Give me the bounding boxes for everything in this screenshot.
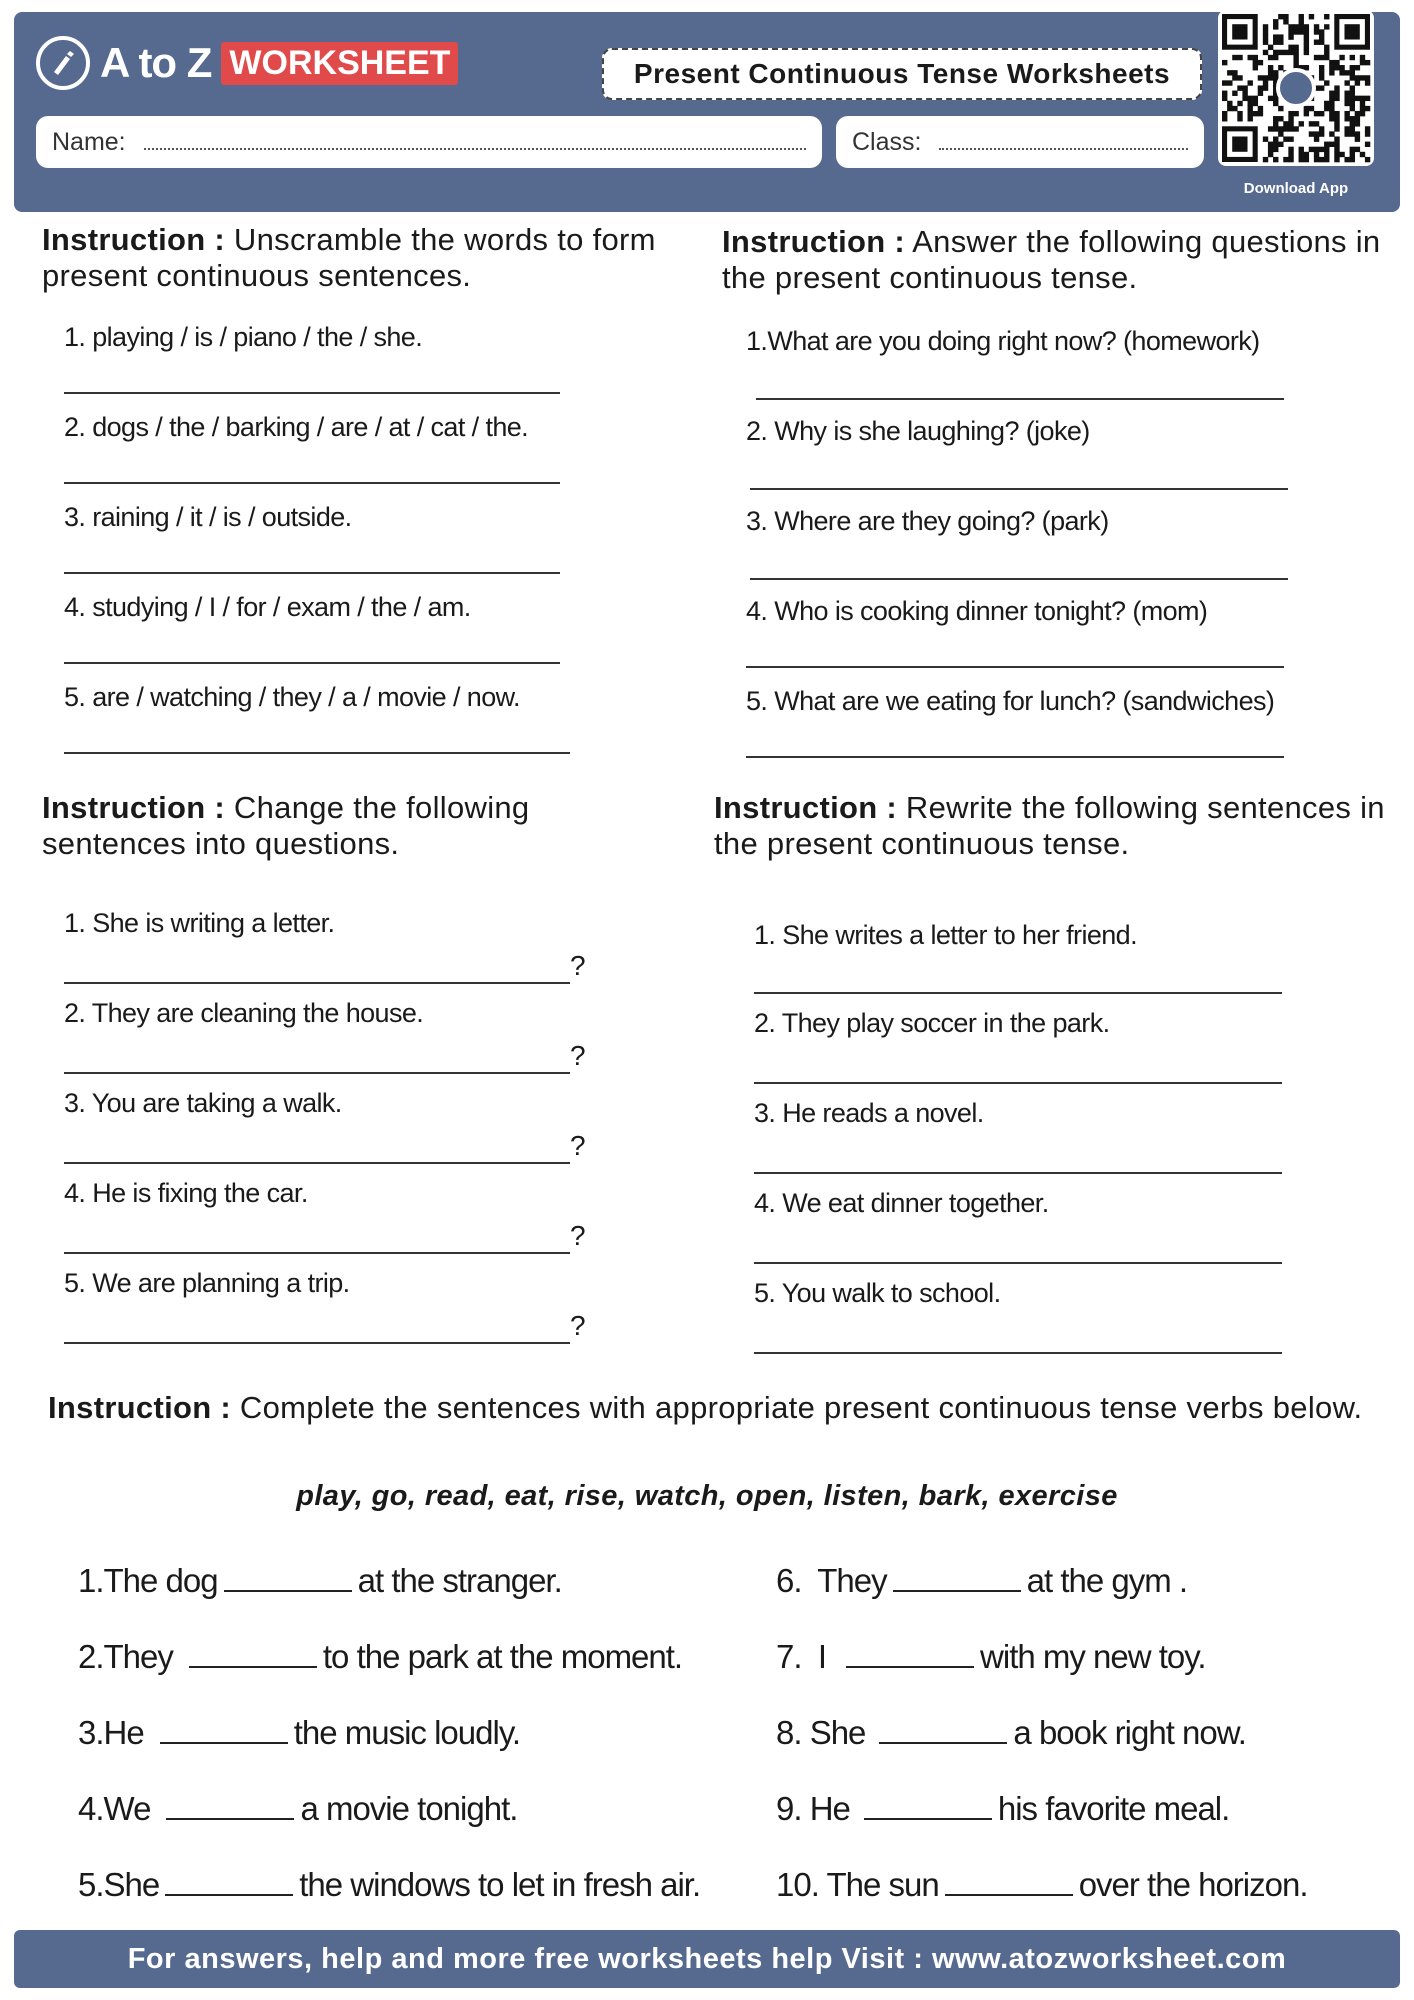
question-mark: ? bbox=[570, 950, 586, 981]
answer-item-4: 4. Who is cooking dinner tonight? (mom) bbox=[746, 596, 1208, 626]
fill-item-9: 9. He his favorite meal. bbox=[776, 1790, 1230, 1827]
footer-text: For answers, help and more free worksheets help Visit : www.atozworksheet.com bbox=[127, 1942, 1287, 1975]
answer-line[interactable] bbox=[750, 578, 1288, 580]
name-label: Name: bbox=[52, 127, 126, 156]
answer-item-3: 3. Where are they going? (park) bbox=[746, 506, 1109, 536]
footer-banner[interactable] bbox=[14, 1930, 1400, 1988]
answer-line[interactable] bbox=[64, 752, 570, 754]
unscramble-item-1: 1. playing / is / piano / the / she. bbox=[64, 322, 423, 352]
question-mark: ? bbox=[570, 1220, 586, 1251]
instruction-rewrite: Instruction : Rewrite the following sentences in the present continuous tense. bbox=[714, 790, 1385, 861]
question-mark: ? bbox=[570, 1130, 586, 1161]
fill-blank[interactable] bbox=[160, 1714, 288, 1744]
name-dotted-line bbox=[144, 134, 806, 150]
fill-blank[interactable] bbox=[945, 1866, 1073, 1896]
answer-line[interactable] bbox=[746, 666, 1284, 668]
fill-blank[interactable] bbox=[166, 1790, 294, 1820]
name-field[interactable] bbox=[36, 116, 822, 168]
pen-circle-logo-icon bbox=[36, 36, 90, 90]
word-bank: play, go, read, eat, rise, watch, open, listen, bark, exercise bbox=[296, 1480, 1118, 1512]
fill-blank[interactable] bbox=[893, 1562, 1021, 1592]
answer-line[interactable] bbox=[754, 1262, 1282, 1264]
question-item-2: 2. They are cleaning the house. bbox=[64, 998, 424, 1028]
unscramble-item-3: 3. raining / it / is / outside. bbox=[64, 502, 352, 532]
answer-line[interactable] bbox=[754, 1082, 1282, 1084]
answer-item-1: 1.What are you doing right now? (homework) bbox=[746, 326, 1260, 356]
answer-line[interactable] bbox=[64, 572, 560, 574]
rewrite-item-5: 5. You walk to school. bbox=[754, 1278, 1001, 1308]
instruction-unscramble: Instruction : Unscramble the words to form present continuous sentences. bbox=[42, 222, 656, 293]
question-item-4: 4. He is fixing the car. bbox=[64, 1178, 308, 1208]
answer-line[interactable] bbox=[64, 1342, 570, 1344]
fill-item-2: 2.They to the park at the moment. bbox=[78, 1638, 683, 1675]
answer-line[interactable] bbox=[750, 488, 1288, 490]
rewrite-item-2: 2. They play soccer in the park. bbox=[754, 1008, 1110, 1038]
class-dotted-line bbox=[939, 134, 1188, 150]
question-mark: ? bbox=[570, 1310, 586, 1341]
class-label: Class: bbox=[852, 127, 922, 156]
fill-item-10: 10. The sun over the horizon. bbox=[776, 1866, 1308, 1903]
fill-blank[interactable] bbox=[224, 1562, 352, 1592]
qr-code-icon[interactable] bbox=[1218, 10, 1374, 166]
fill-item-7: 7. I with my new toy. bbox=[776, 1638, 1206, 1675]
rewrite-item-3: 3. He reads a novel. bbox=[754, 1098, 984, 1128]
worksheet-title: Present Continuous Tense Worksheets bbox=[602, 48, 1202, 100]
answer-line[interactable] bbox=[754, 992, 1282, 994]
answer-line[interactable] bbox=[64, 1072, 570, 1074]
fill-item-1: 1.The dog at the stranger. bbox=[78, 1562, 562, 1599]
instruction-questions: Instruction : Change the following sentences into questions. bbox=[42, 790, 530, 861]
fill-blank[interactable] bbox=[189, 1638, 317, 1668]
class-field[interactable] bbox=[836, 116, 1204, 168]
question-item-5: 5. We are planning a trip. bbox=[64, 1268, 350, 1298]
unscramble-item-5: 5. are / watching / they / a / movie / now. bbox=[64, 682, 520, 712]
site-logo[interactable] bbox=[36, 36, 458, 90]
answer-line[interactable] bbox=[64, 982, 570, 984]
unscramble-item-4: 4. studying / I / for / exam / the / am. bbox=[64, 592, 471, 622]
fill-blank[interactable] bbox=[864, 1790, 992, 1820]
answer-line[interactable] bbox=[64, 482, 560, 484]
question-item-3: 3. You are taking a walk. bbox=[64, 1088, 342, 1118]
rewrite-item-4: 4. We eat dinner together. bbox=[754, 1188, 1049, 1218]
fill-item-5: 5.She the windows to let in fresh air. bbox=[78, 1866, 701, 1903]
answer-line[interactable] bbox=[746, 756, 1284, 758]
instruction-answer: Instruction : Answer the following questions in the present continuous tense. bbox=[722, 224, 1381, 295]
unscramble-item-2: 2. dogs / the / barking / are / at / cat / the. bbox=[64, 412, 529, 442]
question-mark: ? bbox=[570, 1040, 586, 1071]
fill-blank[interactable] bbox=[846, 1638, 974, 1668]
fill-blank[interactable] bbox=[879, 1714, 1007, 1744]
fill-item-3: 3.He the music loudly. bbox=[78, 1714, 521, 1751]
answer-item-2: 2. Why is she laughing? (joke) bbox=[746, 416, 1090, 446]
fill-item-4: 4.We a movie tonight. bbox=[78, 1790, 518, 1827]
question-item-1: 1. She is writing a letter. bbox=[64, 908, 335, 938]
fill-item-8: 8. She a book right now. bbox=[776, 1714, 1246, 1751]
fill-blank[interactable] bbox=[165, 1866, 293, 1896]
answer-item-5: 5. What are we eating for lunch? (sandwiches) bbox=[746, 686, 1275, 716]
answer-line[interactable] bbox=[64, 662, 560, 664]
fill-item-6: 6. They at the gym . bbox=[776, 1562, 1188, 1599]
answer-line[interactable] bbox=[64, 392, 560, 394]
answer-line[interactable] bbox=[754, 1352, 1282, 1354]
download-app-label: Download App bbox=[1243, 180, 1349, 197]
rewrite-item-1: 1. She writes a letter to her friend. bbox=[754, 920, 1137, 950]
instruction-complete: Instruction : Complete the sentences with appropriate present continuous tense verbs below. bbox=[48, 1390, 1363, 1425]
logo-text: A to Z bbox=[100, 39, 212, 86]
answer-line[interactable] bbox=[64, 1162, 570, 1164]
answer-line[interactable] bbox=[64, 1252, 570, 1254]
answer-line[interactable] bbox=[756, 398, 1284, 400]
logo-badge: WORKSHEET bbox=[221, 42, 458, 85]
answer-line[interactable] bbox=[754, 1172, 1282, 1174]
